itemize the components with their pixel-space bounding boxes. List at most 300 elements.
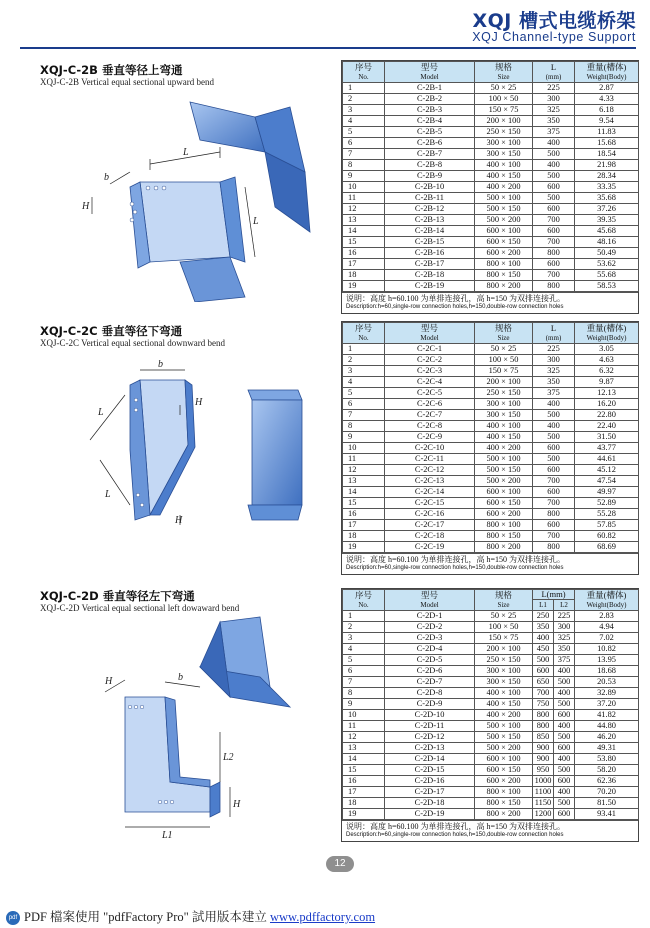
table-cell: 5 bbox=[343, 388, 385, 399]
table-cell: 400 bbox=[533, 160, 575, 171]
table-row bbox=[343, 611, 639, 622]
table-cell: 500 bbox=[554, 765, 575, 776]
col-weight: 重量(槽体) Weight(Body) bbox=[575, 590, 639, 611]
table-cell: 1100 bbox=[533, 787, 554, 798]
table-cell: C-2D-4 bbox=[385, 644, 475, 655]
table-cell: 12 bbox=[343, 465, 385, 476]
dim-label-L2: L2 bbox=[223, 752, 234, 763]
table-row bbox=[343, 432, 639, 443]
dim-label-L-lower: L bbox=[105, 489, 111, 500]
table-cell: 4 bbox=[343, 116, 385, 127]
table-cell: 500 × 200 bbox=[475, 743, 533, 754]
table-cell: 500 bbox=[533, 410, 575, 421]
table-cell: C-2C-19 bbox=[385, 542, 475, 553]
col-no: 序号 No. bbox=[343, 62, 385, 83]
table-cell: C-2C-5 bbox=[385, 388, 475, 399]
table-cell: 400 bbox=[533, 399, 575, 410]
table-row bbox=[343, 83, 639, 94]
table-cell: C-2B-8 bbox=[385, 160, 475, 171]
table-row bbox=[343, 259, 639, 270]
table-cell: 15 bbox=[343, 765, 385, 776]
table-row bbox=[343, 443, 639, 454]
table-cell: C-2B-18 bbox=[385, 270, 475, 281]
table-row bbox=[343, 520, 639, 531]
table-cell: 325 bbox=[533, 105, 575, 116]
table-cell: 28.34 bbox=[575, 171, 639, 182]
table-cell: 375 bbox=[554, 655, 575, 666]
table-row bbox=[343, 476, 639, 487]
table-cell: 600 × 150 bbox=[475, 765, 533, 776]
table-cell: 600 bbox=[533, 520, 575, 531]
table-cell: 500 × 200 bbox=[475, 215, 533, 226]
spec-table-2c bbox=[341, 321, 639, 575]
table-cell: C-2C-15 bbox=[385, 498, 475, 509]
table-cell: 55.28 bbox=[575, 509, 639, 520]
table-row bbox=[343, 498, 639, 509]
dim-label-b: b bbox=[104, 172, 109, 183]
table-cell: 13 bbox=[343, 476, 385, 487]
table-cell: 500 × 100 bbox=[475, 721, 533, 732]
table-cell: 300 × 100 bbox=[475, 399, 533, 410]
table-cell: C-2C-2 bbox=[385, 355, 475, 366]
col-size: 规格 Size bbox=[475, 323, 533, 344]
table-cell: 250 bbox=[533, 611, 554, 622]
table-cell: 700 bbox=[533, 270, 575, 281]
table-cell: C-2C-12 bbox=[385, 465, 475, 476]
table-cell: C-2D-9 bbox=[385, 699, 475, 710]
table-cell: 6 bbox=[343, 666, 385, 677]
figure-upward-bend bbox=[70, 92, 340, 302]
footer bbox=[6, 907, 375, 925]
table-cell: C-2B-17 bbox=[385, 259, 475, 270]
table-cell: 350 bbox=[533, 116, 575, 127]
table-cell: 52.89 bbox=[575, 498, 639, 509]
table-cell: 500 × 100 bbox=[475, 193, 533, 204]
section-title-2b: XQJ-C-2B 垂直等径上弯通 bbox=[40, 63, 183, 77]
table-cell: 500 bbox=[533, 432, 575, 443]
table-cell: 350 bbox=[533, 377, 575, 388]
table-cell: 35.68 bbox=[575, 193, 639, 204]
table-cell: 50 × 25 bbox=[475, 344, 533, 355]
table-cell: 400 bbox=[533, 138, 575, 149]
table-cell: C-2B-7 bbox=[385, 149, 475, 160]
spec-table-2d bbox=[341, 588, 639, 842]
table-cell: 375 bbox=[533, 388, 575, 399]
table-cell: 6 bbox=[343, 399, 385, 410]
col-model: 型号 Model bbox=[385, 62, 475, 83]
col-l2: L2 bbox=[554, 600, 575, 611]
table-cell: 600 bbox=[533, 443, 575, 454]
table-cell: 300 × 100 bbox=[475, 666, 533, 677]
table-cell: 81.50 bbox=[575, 798, 639, 809]
table-cell: C-2C-18 bbox=[385, 531, 475, 542]
table-cell: C-2C-1 bbox=[385, 344, 475, 355]
table-row bbox=[343, 138, 639, 149]
table-row bbox=[343, 388, 639, 399]
table-cell: 55.68 bbox=[575, 270, 639, 281]
table-cell: 500 × 150 bbox=[475, 465, 533, 476]
dim-label-L: L bbox=[183, 147, 189, 158]
table-cell: 9.54 bbox=[575, 116, 639, 127]
header-divider bbox=[20, 47, 636, 49]
table-cell: 250 × 150 bbox=[475, 388, 533, 399]
col-l1: L1 bbox=[533, 600, 554, 611]
table-cell: 8 bbox=[343, 160, 385, 171]
table-cell: 400 × 100 bbox=[475, 160, 533, 171]
table-cell: 18 bbox=[343, 531, 385, 542]
dim-label-H-lower: H bbox=[175, 515, 183, 526]
table-cell: 400 bbox=[554, 721, 575, 732]
table-cell: 500 bbox=[533, 655, 554, 666]
table-cell: 700 bbox=[533, 531, 575, 542]
table-cell: 400 × 200 bbox=[475, 182, 533, 193]
table-cell: 50.49 bbox=[575, 248, 639, 259]
table-cell: 225 bbox=[554, 611, 575, 622]
table-row bbox=[343, 366, 639, 377]
footer-text: PDF 檔案使用 "pdfFactory Pro" 試用版本建立 bbox=[24, 910, 270, 924]
table-row bbox=[343, 281, 639, 292]
table-cell: 400 × 200 bbox=[475, 443, 533, 454]
table-cell: 7 bbox=[343, 677, 385, 688]
table-row bbox=[343, 182, 639, 193]
table-cell: 14 bbox=[343, 754, 385, 765]
table-cell: 21.98 bbox=[575, 160, 639, 171]
dim-label-H: H bbox=[105, 676, 113, 687]
table-cell: C-2C-7 bbox=[385, 410, 475, 421]
table-cell: 600 bbox=[554, 809, 575, 820]
table-cell: 57.85 bbox=[575, 520, 639, 531]
table-cell: 700 bbox=[533, 688, 554, 699]
table-cell: 800 × 150 bbox=[475, 798, 533, 809]
col-length: L (mm) bbox=[533, 62, 575, 83]
table-row bbox=[343, 204, 639, 215]
table-cell: 8 bbox=[343, 421, 385, 432]
table-cell: 600 × 150 bbox=[475, 498, 533, 509]
table-cell: 400 × 100 bbox=[475, 688, 533, 699]
page-title: XQJ 槽式电缆桥架 bbox=[472, 10, 636, 32]
dim-label-L: L bbox=[98, 407, 104, 418]
table-row bbox=[343, 622, 639, 633]
table-cell: C-2C-3 bbox=[385, 366, 475, 377]
col-length: L (mm) bbox=[533, 323, 575, 344]
table-cell: C-2D-10 bbox=[385, 710, 475, 721]
col-length: L(mm) bbox=[533, 590, 575, 600]
section-subtitle-2c: XQJ-C-2C Vertical equal sectional downward bend bbox=[40, 338, 226, 348]
table-cell: 9 bbox=[343, 171, 385, 182]
table-cell: 12 bbox=[343, 204, 385, 215]
table-cell: 4.63 bbox=[575, 355, 639, 366]
table-cell: 1200 bbox=[533, 809, 554, 820]
table-cell: 9.87 bbox=[575, 377, 639, 388]
table-cell: 11.83 bbox=[575, 127, 639, 138]
table-cell: 93.41 bbox=[575, 809, 639, 820]
table-row bbox=[343, 116, 639, 127]
table-row bbox=[343, 787, 639, 798]
table-cell: C-2B-3 bbox=[385, 105, 475, 116]
table-cell: 6.18 bbox=[575, 105, 639, 116]
table-cell: 200 × 100 bbox=[475, 377, 533, 388]
table-cell: 7 bbox=[343, 410, 385, 421]
table-cell: C-2C-13 bbox=[385, 476, 475, 487]
table-cell: 800 × 200 bbox=[475, 281, 533, 292]
table-cell: 17 bbox=[343, 787, 385, 798]
table-cell: 500 bbox=[554, 798, 575, 809]
table-cell: 3 bbox=[343, 366, 385, 377]
table-cell: 800 bbox=[533, 542, 575, 553]
table-row bbox=[343, 344, 639, 355]
table-cell: 31.50 bbox=[575, 432, 639, 443]
table-cell: C-2D-11 bbox=[385, 721, 475, 732]
table-cell: 500 bbox=[554, 699, 575, 710]
col-weight: 重量(槽体) Weight(Body) bbox=[575, 323, 639, 344]
table-cell: 100 × 50 bbox=[475, 94, 533, 105]
table-cell: 600 bbox=[533, 666, 554, 677]
table-cell: 450 bbox=[533, 644, 554, 655]
col-model: 型号 Model bbox=[385, 323, 475, 344]
dim-label-H: H bbox=[82, 201, 90, 212]
table-cell: 17 bbox=[343, 259, 385, 270]
table-cell: 1 bbox=[343, 611, 385, 622]
table-cell: 600 × 150 bbox=[475, 237, 533, 248]
table-cell: 800 × 200 bbox=[475, 809, 533, 820]
table-cell: 2 bbox=[343, 622, 385, 633]
table-cell: 400 × 150 bbox=[475, 432, 533, 443]
table-cell: 800 × 200 bbox=[475, 542, 533, 553]
table-cell: C-2D-8 bbox=[385, 688, 475, 699]
table-row bbox=[343, 171, 639, 182]
table-cell: 500 × 150 bbox=[475, 204, 533, 215]
table-row bbox=[343, 399, 639, 410]
dim-label-L1: L1 bbox=[162, 830, 173, 841]
table-cell: 9 bbox=[343, 699, 385, 710]
table-cell: 650 bbox=[533, 677, 554, 688]
table-row bbox=[343, 542, 639, 553]
table-cell: C-2D-18 bbox=[385, 798, 475, 809]
table-cell: 1 bbox=[343, 344, 385, 355]
table-cell: 44.80 bbox=[575, 721, 639, 732]
table-cell: 43.77 bbox=[575, 443, 639, 454]
table-cell: 900 bbox=[533, 743, 554, 754]
table-row bbox=[343, 754, 639, 765]
table-cell: 16.20 bbox=[575, 399, 639, 410]
table-cell: 6.32 bbox=[575, 366, 639, 377]
spec-table-2b bbox=[341, 60, 639, 314]
table-cell: 250 × 150 bbox=[475, 127, 533, 138]
table-cell: 3 bbox=[343, 633, 385, 644]
table-cell: 12 bbox=[343, 732, 385, 743]
table-header-row bbox=[343, 590, 639, 600]
table-cell: C-2D-12 bbox=[385, 732, 475, 743]
table-cell: 13 bbox=[343, 743, 385, 754]
table-cell: 62.36 bbox=[575, 776, 639, 787]
col-no: 序号 No. bbox=[343, 323, 385, 344]
table-cell: 800 bbox=[533, 509, 575, 520]
table-cell: 50 × 25 bbox=[475, 83, 533, 94]
table-cell: 100 × 50 bbox=[475, 355, 533, 366]
table-row bbox=[343, 226, 639, 237]
table-cell: 2 bbox=[343, 355, 385, 366]
table-cell: 600 × 100 bbox=[475, 754, 533, 765]
table-row bbox=[343, 237, 639, 248]
table-cell: 15.68 bbox=[575, 138, 639, 149]
table-cell: 950 bbox=[533, 765, 554, 776]
table-row bbox=[343, 355, 639, 366]
pdf-icon: pdf bbox=[6, 911, 20, 925]
table-cell: 325 bbox=[533, 366, 575, 377]
table-cell: 600 × 200 bbox=[475, 248, 533, 259]
table-cell: 3 bbox=[343, 105, 385, 116]
table-cell: C-2C-6 bbox=[385, 399, 475, 410]
table-cell: 500 × 150 bbox=[475, 732, 533, 743]
table-cell: 700 bbox=[533, 498, 575, 509]
table-cell: 10 bbox=[343, 182, 385, 193]
table-cell: 150 × 75 bbox=[475, 366, 533, 377]
table-row bbox=[343, 465, 639, 476]
table-cell: C-2D-3 bbox=[385, 633, 475, 644]
table-cell: 800 × 150 bbox=[475, 531, 533, 542]
table-row bbox=[343, 776, 639, 787]
table-header-row bbox=[343, 323, 639, 344]
table-cell: 17 bbox=[343, 520, 385, 531]
table-cell: 750 bbox=[533, 699, 554, 710]
table-cell: 4 bbox=[343, 644, 385, 655]
table-cell: 900 bbox=[533, 754, 554, 765]
page-number: 12 bbox=[326, 856, 354, 872]
table-cell: 20.53 bbox=[575, 677, 639, 688]
table-row bbox=[343, 421, 639, 432]
table-cell: 500 bbox=[554, 732, 575, 743]
table-cell: 200 × 100 bbox=[475, 644, 533, 655]
table-cell: 68.69 bbox=[575, 542, 639, 553]
table-cell: 400 bbox=[554, 787, 575, 798]
dim-label-H-lower: H bbox=[233, 799, 241, 810]
table-cell: C-2B-1 bbox=[385, 83, 475, 94]
table-cell: C-2D-15 bbox=[385, 765, 475, 776]
table-row bbox=[343, 809, 639, 820]
table-cell: 300 bbox=[533, 94, 575, 105]
table-row bbox=[343, 677, 639, 688]
table-cell: 22.80 bbox=[575, 410, 639, 421]
table-cell: 400 bbox=[554, 754, 575, 765]
table-cell: 400 × 150 bbox=[475, 699, 533, 710]
table-cell: C-2B-16 bbox=[385, 248, 475, 259]
table-cell: 33.35 bbox=[575, 182, 639, 193]
table-cell: 10.82 bbox=[575, 644, 639, 655]
table-cell: 53.62 bbox=[575, 259, 639, 270]
table-cell: 400 × 200 bbox=[475, 710, 533, 721]
table-cell: 10 bbox=[343, 710, 385, 721]
table-cell: 500 bbox=[533, 193, 575, 204]
table-row bbox=[343, 454, 639, 465]
table-cell: 22.40 bbox=[575, 421, 639, 432]
table-cell: 850 bbox=[533, 732, 554, 743]
table-cell: 225 bbox=[533, 83, 575, 94]
table-cell: C-2D-17 bbox=[385, 787, 475, 798]
table-cell: 600 × 200 bbox=[475, 776, 533, 787]
table-row bbox=[343, 410, 639, 421]
table-cell: C-2B-5 bbox=[385, 127, 475, 138]
table-row bbox=[343, 215, 639, 226]
table-cell: 50 × 25 bbox=[475, 611, 533, 622]
table-cell: C-2D-13 bbox=[385, 743, 475, 754]
table-cell: 500 bbox=[533, 454, 575, 465]
table-cell: 18.68 bbox=[575, 666, 639, 677]
table-cell: 37.26 bbox=[575, 204, 639, 215]
table-cell: 700 bbox=[533, 237, 575, 248]
table-cell: 49.31 bbox=[575, 743, 639, 754]
table-cell: 225 bbox=[533, 344, 575, 355]
table-row bbox=[343, 94, 639, 105]
table-cell: 16 bbox=[343, 776, 385, 787]
table-cell: 800 bbox=[533, 248, 575, 259]
dim-label-b: b bbox=[158, 359, 163, 370]
section-title-2d: XQJ-C-2D 垂直等径左下弯通 bbox=[40, 589, 195, 603]
section-subtitle-2b: XQJ-C-2B Vertical equal sectional upward bend bbox=[40, 77, 215, 87]
section-subtitle-2d: XQJ-C-2D Vertical equal sectional left dowaward bend bbox=[40, 603, 240, 613]
table-row bbox=[343, 105, 639, 116]
table-cell: 300 × 150 bbox=[475, 410, 533, 421]
table-row bbox=[343, 509, 639, 520]
table-cell: 400 bbox=[554, 688, 575, 699]
table-cell: C-2B-19 bbox=[385, 281, 475, 292]
table-row bbox=[343, 487, 639, 498]
table-cell: 14 bbox=[343, 226, 385, 237]
table-cell: 10 bbox=[343, 443, 385, 454]
table-cell: 39.35 bbox=[575, 215, 639, 226]
table-cell: 19 bbox=[343, 542, 385, 553]
table-cell: 16 bbox=[343, 509, 385, 520]
table-note: 说明：高度 h=60.100 为单排连接孔，高 h=150 为双排连接孔。 Description:h=60,single-row connection holes,h=150,double-row connection holes bbox=[342, 820, 638, 841]
table-cell: 58.53 bbox=[575, 281, 639, 292]
table-cell: 13 bbox=[343, 215, 385, 226]
table-cell: 300 bbox=[533, 355, 575, 366]
table-cell: C-2C-8 bbox=[385, 421, 475, 432]
table-cell: C-2B-15 bbox=[385, 237, 475, 248]
table-cell: 600 bbox=[554, 743, 575, 754]
table-cell: C-2D-16 bbox=[385, 776, 475, 787]
section-title-2c: XQJ-C-2C 垂直等径下弯通 bbox=[40, 324, 183, 338]
footer-link[interactable]: www.pdffactory.com bbox=[269, 910, 376, 924]
table-cell: 500 bbox=[554, 677, 575, 688]
table-cell: 800 bbox=[533, 721, 554, 732]
table-row bbox=[343, 688, 639, 699]
table-cell: 600 × 200 bbox=[475, 509, 533, 520]
table-cell: 250 × 150 bbox=[475, 655, 533, 666]
table-cell: 18.54 bbox=[575, 149, 639, 160]
table-cell: C-2D-19 bbox=[385, 809, 475, 820]
table-cell: 2 bbox=[343, 94, 385, 105]
table-cell: C-2D-5 bbox=[385, 655, 475, 666]
table-cell: 375 bbox=[533, 127, 575, 138]
figure-left-downward-bend bbox=[70, 612, 340, 842]
table-cell: 15 bbox=[343, 498, 385, 509]
table-row bbox=[343, 127, 639, 138]
table-cell: C-2D-2 bbox=[385, 622, 475, 633]
table-cell: 150 × 75 bbox=[475, 105, 533, 116]
table-cell: 600 bbox=[533, 182, 575, 193]
table-cell: 325 bbox=[554, 633, 575, 644]
table-cell: 400 bbox=[533, 421, 575, 432]
table-cell: C-2B-11 bbox=[385, 193, 475, 204]
table-cell: 1150 bbox=[533, 798, 554, 809]
table-cell: 4.33 bbox=[575, 94, 639, 105]
table-note: 说明：高度 h=60.100 为单排连接孔，高 h=150 为双排连接孔。 Description:h=60,single-row connection holes,h=150,double-row connection holes bbox=[342, 292, 638, 313]
table-cell: 18 bbox=[343, 270, 385, 281]
table-cell: 19 bbox=[343, 281, 385, 292]
table-cell: 600 × 100 bbox=[475, 226, 533, 237]
table-cell: 600 × 100 bbox=[475, 487, 533, 498]
table-cell: C-2B-12 bbox=[385, 204, 475, 215]
